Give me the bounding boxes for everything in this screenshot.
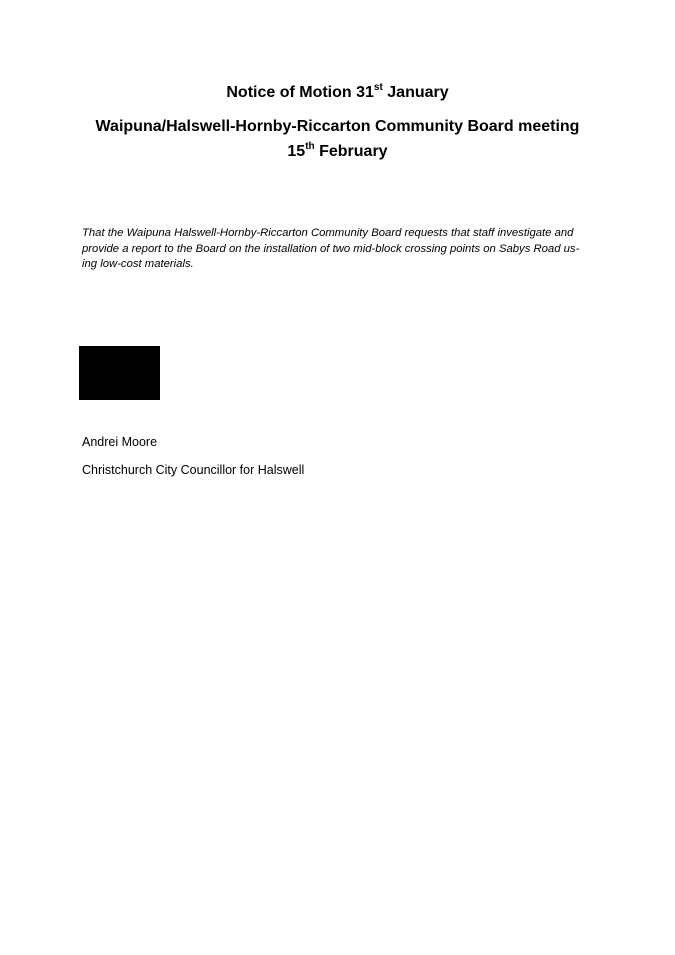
meeting-date (0, 142, 675, 162)
meeting-date-ordinal-suffix: th (305, 140, 315, 152)
meeting-title: Waipuna/Halswell-Hornby-Riccarton Community Board meeting (95, 118, 580, 135)
signer-name: Andrei Moore (82, 435, 158, 449)
title-ordinal-suffix: st (373, 81, 383, 93)
motion-text: That the Waipuna Halswell-Hornby-Riccarton Community Board requests that staff investigate and provide a report to the Board on the installation of two mid-block crossing points on Sabys Road us-ing low-cost materials. (82, 227, 580, 270)
title-month: January (382, 84, 449, 101)
meeting-date-day: 15 (287, 143, 306, 160)
redacted-signature (79, 346, 160, 400)
title-text: Notice of Motion 31 (226, 84, 374, 101)
meeting-date-month: February (314, 143, 388, 160)
signer-role: Christchurch City Councillor for Halswell (82, 463, 305, 477)
page-title (0, 83, 675, 103)
